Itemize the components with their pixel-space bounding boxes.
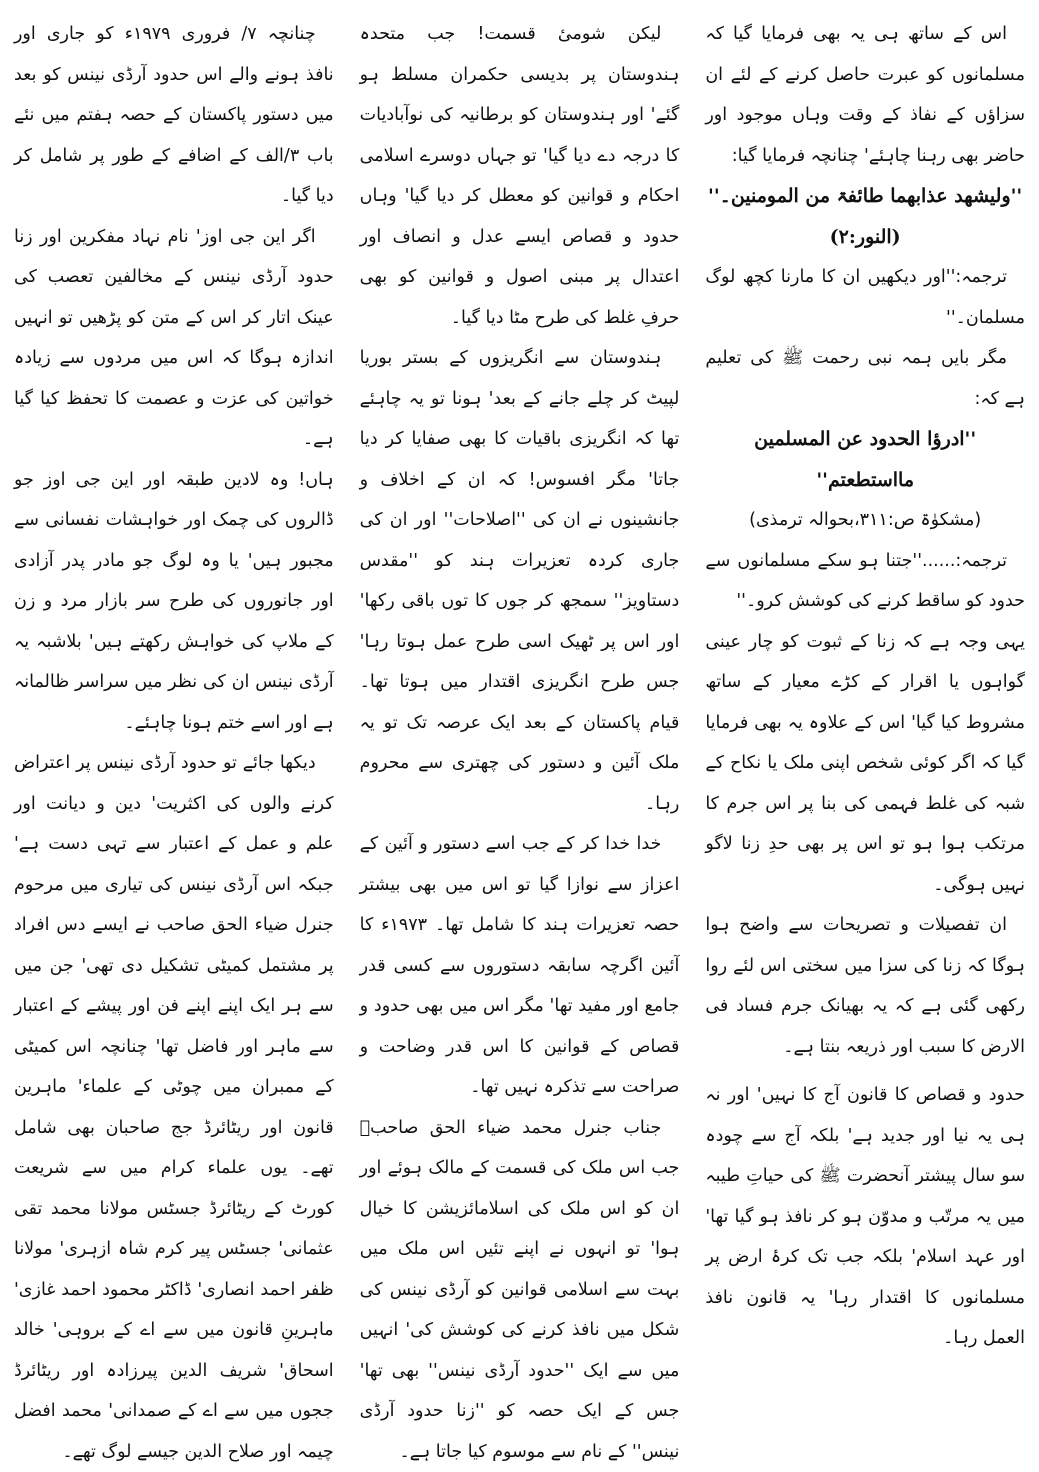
- paragraph: خدا خدا کر کے جب اسے دستور و آئین کے اعزاز سے نوازا گیا تو اس میں بھی بیشتر حصہ تعزیرات ہند کا شامل تھا۔ ۱۹۷۳ء کا آئین اگرچہ سابقہ دستوروں سے کسی قدر جامع اور مفید تھا' مگر اس میں بھی حدود و قصاص کے قوانین کا اس قدر وضاحت و صراحت سے تذکرہ نہیں تھا۔: [360, 824, 680, 1108]
- paragraph: ہاں! وہ لادین طبقہ اور این جی اوز جو ڈالروں کی چمک اور خواہشات نفسانی سے مجبور ہیں' یا وہ لوگ جو مادر پدر آزادی اور جانوروں کی طرح سر بازار مرد و زن کے ملاپ کی خواہش رکھتے ہیں' بلاشبہ یہ آرڈی نینس ان کی نظر میں سراسر ظالمانہ ہے اور اسے ختم ہونا چاہئے۔: [14, 460, 334, 744]
- reference: (مشکوٰۃ ص:۳۱۱،بحوالہ ترمذی): [705, 500, 1025, 541]
- text-columns: [14, 14, 1025, 1338]
- paragraph: چنانچہ ۷/ فروری ۱۹۷۹ء کو جاری اور نافذ ہونے والے اس حدود آرڈی نینس کو بعد میں دستور پاکستان کے حصہ ہفتم میں نئے باب ۳/الف کے اضافے کے طور پر شامل کر دیا گیا۔: [14, 14, 334, 217]
- paragraph: ان تفصیلات و تصریحات سے واضح ہوا ہوگا کہ زنا کی سزا میں سختی اس لئے روا رکھی گئی ہے کہ یہ بھیانک جرم فساد فی الارض کا سبب اور ذریعہ بنتا ہے۔: [705, 905, 1025, 1067]
- translation: ترجمہ:......''جتنا ہو سکے مسلمانوں سے حدود کو ساقط کرنے کی کوشش کرو۔'': [705, 541, 1025, 622]
- column-right: [705, 14, 1025, 1338]
- spacer: [705, 1067, 1025, 1075]
- arabic-quote: ''ادرؤا الحدود عن المسلمین مااستطعتم'': [705, 419, 1025, 500]
- column-middle: [360, 14, 680, 1338]
- translation: ترجمہ:''اور دیکھیں ان کا مارنا کچھ لوگ مسلمان۔'': [705, 257, 1025, 338]
- column-left: [14, 14, 334, 1338]
- paragraph: مگر بایں ہمہ نبی رحمت ﷺ کی تعلیم ہے کہ:: [705, 338, 1025, 419]
- paragraph: اس کے ساتھ ہی یہ بھی فرمایا گیا کہ مسلمانوں کو عبرت حاصل کرنے کے لئے ان سزاؤں کے نفاذ کے وقت وہاں موجود اور حاضر بھی رہنا چاہئے' چنانچہ فرمایا گیا:: [705, 14, 1025, 176]
- paragraph: لیکن شومیٔ قسمت! جب متحدہ ہندوستان پر بدیسی حکمران مسلط ہو گئے' اور ہندوستان کو برطانیہ کی نوآبادیات کا درجہ دے دیا گیا' تو جہاں دوسرے اسلامی احکام و قوانین کو معطل کر دیا گیا' وہاں حدود و قصاص ایسے عدل و انصاف اور اعتدال پر مبنی اصول و قوانین کو بھی حرفِ غلط کی طرح مٹا دیا گیا۔: [360, 14, 680, 338]
- arabic-quote: ''ولیشھد عذابھما طائفۃ من المومنین۔'' (النور:۲): [705, 176, 1025, 257]
- paragraph: ہندوستان سے انگریزوں کے بستر بوریا لپیٹ کر چلے جانے کے بعد' ہونا تو یہ چاہئے تھا کہ انگریزی باقیات کا بھی صفایا کر دیا جاتا' مگر افسوس! کہ ان کے اخلاف و جانشینوں نے ان کی ''اصلاحات'' اور ان کی جاری کردہ تعزیرات ہند کو ''مقدس دستاویز'' سمجھ کر جوں کا توں باقی رکھا' اور اس پر ٹھیک اسی طرح عمل ہوتا رہا' جس طرح انگریزی اقتدار میں ہوتا تھا۔ قیام پاکستان کے بعد ایک عرصہ تک تو یہ ملک آئین و دستور کی چھتری سے محروم رہا۔: [360, 338, 680, 824]
- paragraph: یہی وجہ ہے کہ زنا کے ثبوت کو چار عینی گواہوں یا اقرار کے کڑے معیار کے ساتھ مشروط کیا گیا' اس کے علاوہ یہ بھی فرمایا گیا کہ اگر کوئی شخص اپنی ملک یا نکاح کے شبہ کی غلط فہمی کی بنا پر اس جرم کا مرتکب ہوا ہو تو اس پر بھی حدِ زنا لاگو نہیں ہوگی۔: [705, 622, 1025, 906]
- paragraph: حدود و قصاص کا قانون آج کا نہیں' اور نہ ہی یہ نیا اور جدید ہے' بلکہ آج سے چودہ سو سال پیشتر آنحضرت ﷺ کی حیاتِ طیبہ میں یہ مرتّب و مدوّن ہو کر نافذ ہو گیا تھا' اور عہد اسلام' بلکہ جب تک کرۂ ارض پر مسلمانوں کا اقتدار رہا' یہ قانون نافذ العمل رہا۔: [705, 1075, 1025, 1359]
- paragraph: اگر این جی اوز' نام نہاد مفکرین اور زنا حدود آرڈی نینس کے مخالفین تعصب کی عینک اتار کر اس کے متن کو پڑھیں تو انہیں اندازہ ہوگا کہ اس میں مردوں سے زیادہ خواتین کی عزت و عصمت کا تحفظ کیا گیا ہے۔: [14, 217, 334, 460]
- paragraph: دیکھا جائے تو حدود آرڈی نینس پر اعتراض کرنے والوں کی اکثریت' دین و دیانت اور علم و عمل کے اعتبار سے تہی دست ہے' جبکہ اس آرڈی نینس کی تیاری میں مرحوم جنرل ضیاء الحق صاحب نے ایسے دس افراد پر مشتمل کمیٹی تشکیل دی تھی' جن میں سے ہر ایک اپنے اپنے فن اور پیشے کے اعتبار سے ماہر اور فاضل تھا' چنانچہ اس کمیٹی کے ممبران میں چوٹی کے علماء' ماہرین قانون اور ریٹائرڈ جج صاحبان بھی شامل تھے۔ یوں علماء کرام میں سے شریعت کورٹ کے ریٹائرڈ جسٹس مولانا محمد تقی عثمانی' جسٹس پیر کرم شاہ ازہری' مولانا ظفر احمد انصاری' ڈاکٹر محمود احمد غازی' ماہرینِ قانون میں سے اے کے بروہی' خالد اسحاق' شریف الدین پیرزادہ اور ریٹائرڈ ججوں میں سے اے کے صمدانی' محمد افضل چیمہ اور صلاح الدین جیسے لوگ تھے۔: [14, 743, 334, 1472]
- paragraph: جناب جنرل محمد ضیاء الحق صاحبؒ جب اس ملک کی قسمت کے مالک ہوئے اور ان کو اس ملک کی اسلامائزیشن کا خیال ہوا' تو انہوں نے اپنے تئیں اس ملک میں بہت سے اسلامی قوانین کو آرڈی نینس کی شکل میں نافذ کرنے کی کوشش کی' انہیں میں سے ایک ''حدود آرڈی نینس'' بھی تھا' جس کے ایک حصہ کو ''زنا حدود آرڈی نینس'' کے نام سے موسوم کیا جاتا ہے۔: [360, 1108, 680, 1472]
